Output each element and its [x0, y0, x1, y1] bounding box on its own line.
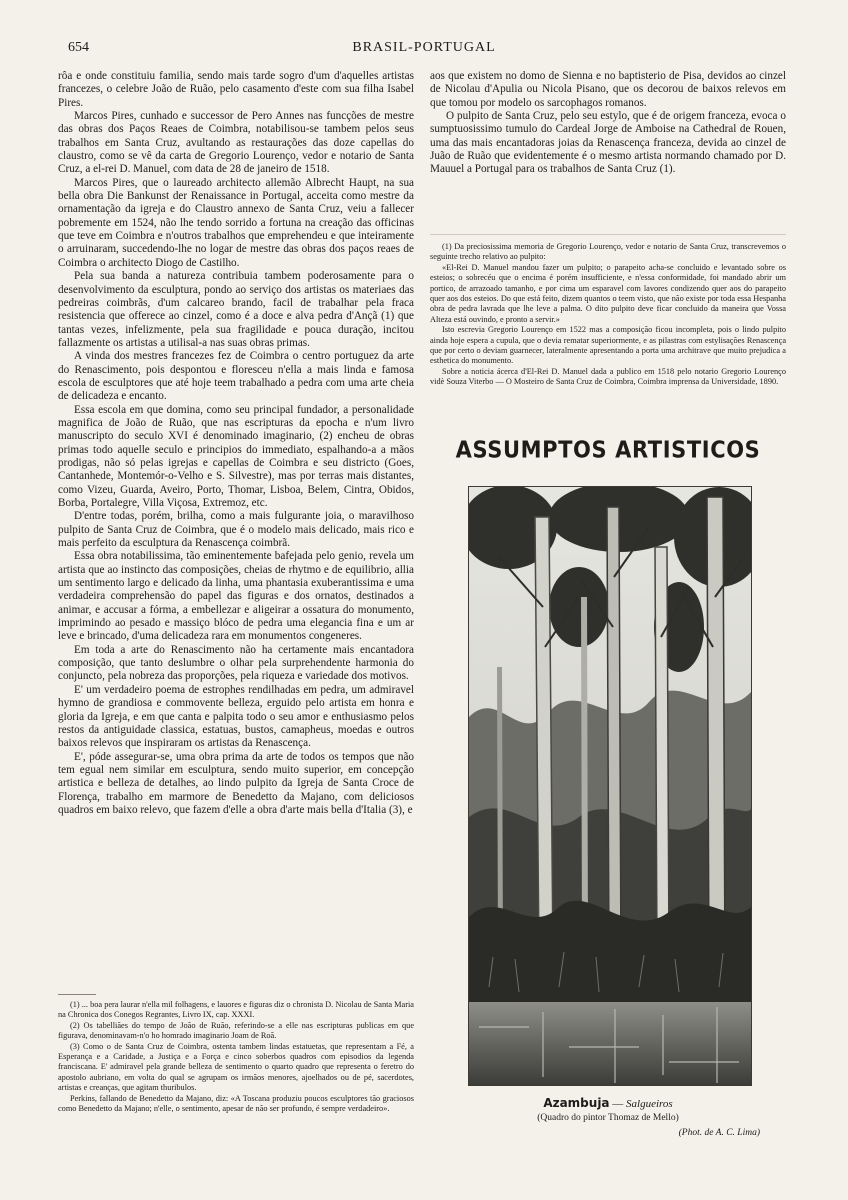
paragraph: Marcos Pires, que o laureado architecto allemão Albrecht Haupt, na sua bella obra Die Bankunst der Renaissance in Portugal, acceita como mestre da ornamentação da igreja e do Claustro annexo de Santa Cruz, veiu a fallecer pobremente em 1524, não lhe tendo sorrido a fortuna na creação das officinas que teve em Coimbra e n'outros trabalhos que emprehendeu e que inteiramente o arruinaram, succedendo-lhe no logar de mestre das obras dos paços reaes de Coimbra o architecto Diogo de Castilho. — [58, 176, 414, 269]
footnote: (3) Como o de Santa Cruz de Coimbra, ostenta tambem lindas estatuetas, que representam a Fé, a Esperança e a Caridade, a Justiça e a Força e cinco soberbos quadros com episodios da legenda franciscana. E' admiravel pela grande belleza de sentimento o quarto quadro que representa o feretro do apostolo aubriano, em volta do qual se agrupam os irmãos menores, ajoelhados ou de pé, sacerdotes, artistas e creanças, que agitam thuribulos. — [58, 1041, 414, 1093]
page-number: 654 — [68, 40, 89, 55]
section-title: ASSUMPTOS ARTISTICOS — [455, 437, 761, 463]
paragraph: D'entre todas, porém, brilha, como a mais fulgurante joia, o maravilhoso pulpito de Santa Cruz de Coimbra, que é o modelo mais delicado, mais rico e mais perfeito da esculptura da Renascença coimbrã. — [58, 510, 414, 550]
paragraph: rôa e onde constituiu familia, sendo mais tarde sogro d'um d'aquelles artistas francezes, o celebre João de Ruão, pelo casamento d'este com sua filha Isabel Pires. — [58, 70, 414, 109]
paragraph: E', póde assegurar-se, uma obra prima da arte de todos os tempos que não tem egual nem similar em esculptura, sendo muito superior, em concepção artistica e belleza de detalhes, ao lindo pulpito da Igreja de Santa Croce de Florença, trabalho em marmore de Benedetto da Majano, com deliciosos quadros em baixo relevo, que fazem d'elle a obra d'arte mais bella d'Italia (3), e — [58, 750, 414, 816]
footnote: (1) Da preciosissima memoria de Gregorio Lourenço, vedor e notario de Santa Cruz, transcrevemos o seguinte trecho relativo ao pulpito: — [430, 242, 786, 262]
page-header — [0, 40, 848, 60]
paragraph: A vinda dos mestres francezes fez de Coimbra o centro portuguez da arte do Renascimento, pois despontou e floresceu n'ella a mais linda e famosa escola de esculptores que até hoje teem trabalhado a pedra com uma arte cheia de delicadeza e encanto. — [58, 350, 414, 403]
footnotes-left — [58, 1000, 414, 1114]
painting-title: Salgueiros — [626, 1098, 673, 1110]
paragraph: E' um verdadeiro poema de estrophes rendilhadas em pedra, um admiravel hymno de grandiosa e commovente belleza, erguido pelo artista em honra e gloria da Igreja, e em que canta e palpita todo o seu amor e enthusiasmo pelos restos da antiguidade classica, estatuas, bustos, camapheus, moedas e outros baixos relevos que inspiraram os artistas da Renascença. — [58, 683, 414, 750]
running-title: BRASIL-PORTUGAL — [352, 40, 496, 55]
footnotes-right — [430, 242, 786, 388]
artist-name: Azambuja — [543, 1096, 610, 1110]
footnote: «El-Rei D. Manuel mandou fazer um pulpito; o parapeito acha-se concluido e levantado sobre os esteios; o sobrecéu que o encima é porém insufficiente, e n'essa conformidade, foi mandado abrir um portico, de arrazoado tamanho, e por cima um esparavel com lavores condizendo quer aos do parapeito quer aos dos esteios. Do que está feito, dizem quantos o teem visto, que não existe por toda essa Hespanha obra de pedra lavrada que lhe leve a palma. O dito pulpito deve ficar concluido da maneira que Vossa Alteza está ouvindo, e pronto a servir.» — [430, 262, 786, 324]
footnote: Sobre a noticia ácerca d'El-Rei D. Manuel dada a publico em 1518 pelo notario Gregorio Lourenço vidè Souza Viterbo — O Mosteiro de Santa Cruz de Coimbra, Coimbra imprensa da Universidade, 1890. — [430, 366, 786, 387]
footnote: Isto escrevia Gregorio Lourenço em 1522 mas a composição ficou incompleta, pois o lindo pulpito ainda hoje espera a cupula, que o devia rematar superiormente, e as pilastras com estylisações Renascença que por certo o deviam guarnecer, lateralmente apresentando a porta uma architrave que muito prejudica a esthetica do monumento. — [430, 325, 786, 366]
photo-credit: (Phot. de A. C. Lima) — [678, 1128, 760, 1138]
footnote-rule — [58, 994, 96, 995]
footnote: (2) Os tabelliães do tempo de João de Ruão, referindo-se a elle nas escripturas publicas em que figurava, denominavam-n'o ho homrado imaginario Joam de Roã. — [58, 1020, 414, 1041]
paragraph: O pulpito de Santa Cruz, pelo seu estylo, que é de origem franceza, evoca o sumptuosissimo tumulo do Cardeal Jorge de Amboise na Cathedral de Rouen, uma das mais encantadoras joias da Renascença franceza, devida ao cinzel de Juão de Ruão que evidentemente é o mesmo artista normando chamado por D. Mauuel a Portugal para os trabalhos de Santa Cruz (1). — [430, 110, 786, 176]
caption-title-line — [430, 1096, 786, 1111]
plate-caption — [430, 1096, 786, 1125]
paragraph: aos que existem no domo de Sienna e no baptisterio de Pisa, devidos ao cinzel de Nicolau d'Apulia ou Nicola Pisano, que os decorou de baixos relevos em que tomou por modelo os sarcophagos romanos. — [430, 70, 786, 109]
paragraph: Em toda a arte do Renascimento não ha certamente mais encantadora composição, que tanto deslumbre o olhar pela surprehendente harmonia do conjuncto, pela nobreza das proporções, pela riqueza e variedade dos motivos. — [58, 643, 414, 683]
paragraph: Essa escola em que domina, como seu principal fundador, a personalidade magnifica de João de Ruão, que nas escripturas da epocha e n'um livro manuscripto do seculo XVI é denominado imaginario, (2) encheu de obras primas todo aquelle seculo e principios do immediato, espalhando-a a mãos prodigas, não só pelas igrejas e capellas de Coimbra e seu districto (Goes, Cantanhede, Montemór-o-Velho e S. Silvestre), mas por terras mais distantes, como Vizeu, Guarda, Aveiro, Porto, Thomar, Lisboa, Belem, Cintra, Obidos, Borba, Portalegre, Villa Viçosa, Extremoz, etc. — [58, 403, 414, 509]
paragraph: Essa obra notabilissima, tão eminentemente bafejada pelo genio, revela um artista que ao instincto das composições, cheias de rhytmo e de equilibrio, allia um sentimento largo e delicado da linha, uma phantasia exuberantissima e uma verdadeira comprehensão do papel das figuras e dos ornatos, destinados a animar, e accusar a fórma, a embellezar e aligeirar a ossatura do monumento, imprimindo ao pesado e massiço blóco de pedra uma elegancia fina e um ar leve e brincado, d'uma delicadeza rara em monumentos congeneres. — [58, 550, 414, 643]
caption-separator: — — [609, 1098, 627, 1110]
willows-painting-image — [469, 487, 751, 1085]
undergrowth — [469, 901, 751, 1007]
paragraph: Marcos Pires, cunhado e successor de Pero Annes nas funcções de mestre das obras dos Paços Reaes de Coimbra, notabilisou-se tambem pelos seus trabalhos em Santa Cruz, avultando as restaurações das doze capellas do claustro, como se vê da carta de Gregorio Lourenço, vedor e notario de Santa Cruz, a el-rei D. Manuel, com data de 28 de janeiro de 1518. — [58, 110, 414, 176]
painting-plate — [468, 486, 752, 1086]
painting-attribution: (Quadro do pintor Thomaz de Mello) — [537, 1113, 679, 1123]
footnote: (1) ... boa pera laurar n'ella mil folhagens, e lauores e figuras diz o chronista D. Nicolau de Santa Maria na Chronica dos Conegos Regrantes, Livro IX, cap. XXXI. — [58, 1000, 414, 1020]
left-column — [58, 70, 414, 817]
footnote: Perkins, fallando de Benedetto da Majano, diz: «A Toscana produziu poucos esculptores tão graciosos como Benedetto da Majano; n'elle, o sentimento, apesar de não ser profundo, é sempre verdadeiro». — [58, 1093, 414, 1114]
water — [469, 1002, 751, 1085]
footnote-rule — [430, 234, 786, 235]
paragraph: Pela sua banda a natureza contribuia tambem poderosamente para o desenvolvimento da esculptura, pondo ao serviço dos artistas os materiaes das pedreiras coimbrãs, d'um calcareo brando, facil de trabalhar pela fraca resistencia que offerece ao cinzel, como é a doce e alva pedra d'Ançã (1) que tantas vezes, infelizmente, pela sua fragilidade e pouca duração, incitou fallazmente os artistas a utilisal-a nas suas obras primas. — [58, 270, 414, 349]
right-column — [430, 70, 786, 177]
